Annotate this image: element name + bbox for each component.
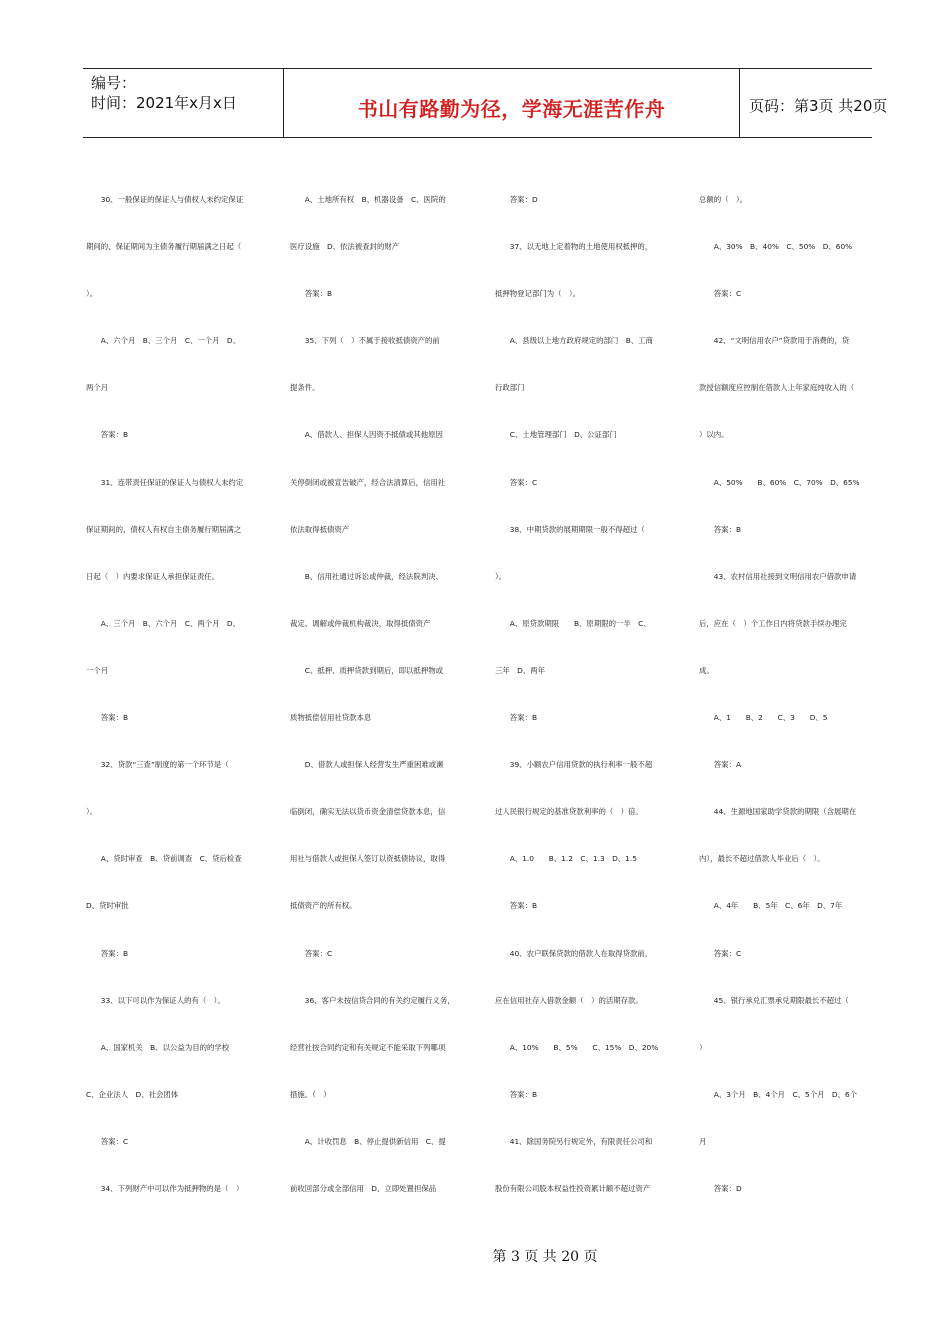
text-line: 用社与借款人或担保人签订以资抵债协议，取得 <box>290 854 446 864</box>
text-line: 答案：B <box>290 289 333 299</box>
text-line: 答案：C <box>699 289 742 299</box>
text-line: 一个月 <box>86 665 109 675</box>
text-line: 42、“文明信用农户”贷款用于消费的，贷 <box>699 336 850 346</box>
text-column-1 <box>86 188 271 1224</box>
text-line: 38、中期贷款的展期期限一般不得超过（ <box>495 524 645 534</box>
document-date: 时间：2021年x月x日 <box>91 94 237 112</box>
text-line: A、借款人、担保人因资不抵债或其他原因 <box>290 430 443 440</box>
text-line: 45、银行承兑汇票承兑期限最长不超过（ <box>699 995 849 1005</box>
text-line: 36、客户未按信贷合同的有关约定履行义务， <box>290 995 455 1005</box>
text-line: 答案：B <box>495 713 538 723</box>
text-line: A、30% B、40% C、50% D、60% <box>699 242 853 252</box>
page-header <box>83 68 888 138</box>
text-line: 三年 D、两年 <box>495 665 546 675</box>
text-line: 答案：C <box>699 948 742 958</box>
text-line: 40、农户联保贷款的借款人在取得贷款前， <box>495 948 653 958</box>
text-line: 措施。（ ） <box>290 1089 331 1099</box>
text-line: A、1 B、2 C、3 D、5 <box>699 713 828 723</box>
text-line: 43、农村信用社接到文明信用农户借款申请 <box>699 571 857 581</box>
text-line: 32、贷款“三查”制度的第一个环节是（ <box>86 760 229 770</box>
header-motto: 书山有路勤为径，学海无涯苦作舟 <box>357 97 666 121</box>
text-line: 款授信额度应控制在借款人上年家庭纯收入的（ <box>699 383 855 393</box>
text-line: ）。 <box>495 571 507 581</box>
text-line: 关停倒闭或被宣告破产，经合法清算后，信用社 <box>290 477 446 487</box>
text-line: 答案：D <box>699 1183 742 1193</box>
text-line: 保证期间的，债权人有权自主债务履行期届满之 <box>86 524 242 534</box>
text-line: 答案：C <box>495 477 538 487</box>
text-line: ）。 <box>86 807 98 817</box>
text-line: A、原贷款期限 B、原期限的一半 C、 <box>495 618 651 628</box>
text-line: 答案：C <box>290 948 333 958</box>
text-line: 44、生源地国家助学贷款的期限（含展期在 <box>699 807 857 817</box>
text-line: 过人民银行规定的基准贷款利率的（ ）倍。 <box>495 807 643 817</box>
text-line: 抵押物登记部门为（ ）。 <box>495 289 580 299</box>
header-right-cell <box>739 69 888 137</box>
text-line: D、贷时审批 <box>86 901 129 911</box>
text-line: 答案：C <box>86 1136 129 1146</box>
text-line: 33、以下可以作为保证人的有（ ）。 <box>86 995 225 1005</box>
text-line: 35、下列（ ）不属于接收抵债资产的前 <box>290 336 440 346</box>
text-line: 答案：B <box>699 524 742 534</box>
text-line: 裁定、调解或仲裁机构裁决，取得抵债资产 <box>290 618 431 628</box>
text-line: C、抵押、质押贷款到期后，即以抵押物或 <box>290 665 443 675</box>
text-line: 行政部门 <box>495 383 525 393</box>
text-column-2 <box>290 188 475 1224</box>
text-line: 41、除国务院另行规定外，有限责任公司和 <box>495 1136 653 1146</box>
text-line: C、企业法人 D、社会团体 <box>86 1089 179 1099</box>
text-line: C、土地管理部门 D、公证部门 <box>495 430 617 440</box>
text-line: 后，应在（ ）个工作日内将贷款手续办理完 <box>699 618 847 628</box>
text-line: ） <box>699 1042 707 1052</box>
text-line: 31、连带责任保证的保证人与债权人未约定 <box>86 477 244 487</box>
text-line: 答案：B <box>495 1089 538 1099</box>
text-line: ）以内。 <box>699 430 729 440</box>
text-line: A、国家机关 B、以公益为目的的学校 <box>86 1042 230 1052</box>
text-line: 日起（ ）内要求保证人承担保证责任。 <box>86 571 220 581</box>
text-line: A、4年 B、5年 C、6年 D、7年 <box>699 901 843 911</box>
text-line: A、六个月 B、三个月 C、一个月 D、 <box>86 336 241 346</box>
text-line: A、10% B、5% C、15% D、20% <box>495 1042 659 1052</box>
text-line: A、贷时审查 B、贷前调查 C、贷后检查 <box>86 854 242 864</box>
text-column-4 <box>699 188 884 1224</box>
text-line: A、土地所有权 B、机器设备 C、医院的 <box>290 195 446 204</box>
text-line: 依法取得抵债资产 <box>290 524 350 534</box>
text-line: 内），最长不超过借款人毕业后（ ）。 <box>699 854 825 864</box>
text-line: 39、小额农户信用贷款的执行利率一般不超 <box>495 760 653 770</box>
text-line: 答案：D <box>495 195 538 204</box>
header-middle-cell <box>283 69 740 137</box>
text-line: 期间的，保证期间为主债务履行期届满之日起（ <box>86 242 242 252</box>
text-line: A、3个月 B、4个月 C、5个月 D、6个 <box>699 1089 858 1099</box>
text-line: 总额的（ ）。 <box>699 195 748 204</box>
text-line: 应在信用社存入借款金额（ ）的活期存款。 <box>495 995 643 1005</box>
text-line: 经营社按合同约定和有关规定不能采取下列哪项 <box>290 1042 446 1052</box>
text-line: 成。 <box>699 665 714 675</box>
text-line: A、50% B、60% C、70% D、65% <box>699 477 860 487</box>
text-line: A、县级以上地方政府规定的部门 B、工商 <box>495 336 653 346</box>
document-number-label: 编号： <box>91 74 137 92</box>
header-page-info: 页码：第3页 共20页 <box>749 97 888 115</box>
text-line: A、1.0 B、1.2 C、1.3 D、1.5 <box>495 854 637 864</box>
text-line: 答案：B <box>495 901 538 911</box>
text-line: 答案：B <box>86 948 129 958</box>
text-line: 答案：B <box>86 713 129 723</box>
text-line: 医疗设施 D、依法被查封的财产 <box>290 242 400 252</box>
text-line: 34、下列财产中可以作为抵押物的是（ ） <box>86 1183 244 1193</box>
text-line: 临倒闭，确实无法以货币资金清偿贷款本息，信 <box>290 807 446 817</box>
text-line: 质物抵偿信用社贷款本息 <box>290 713 372 723</box>
text-line: 两个月 <box>86 383 109 393</box>
text-column-3 <box>495 188 680 1224</box>
text-line: D、借款人或担保人经营发生严重困难或濒 <box>290 760 444 770</box>
text-line: 股份有限公司股本权益性投资累计额不超过资产 <box>495 1183 651 1193</box>
text-line: 抵债资产的所有权。 <box>290 901 357 911</box>
text-line: 提条件。 <box>290 383 320 393</box>
text-line: 月 <box>699 1136 707 1146</box>
text-line: 37、以无地上定着物的土地使用权抵押的， <box>495 242 653 252</box>
text-line: A、计收罚息 B、停止提供新信用 C、提 <box>290 1136 446 1146</box>
text-line: ）。 <box>86 289 98 299</box>
page-footer: 第 3 页 共 20 页 <box>492 1249 598 1265</box>
text-line: A、三个月 B、六个月 C、两个月 D、 <box>86 618 241 628</box>
header-left-cell <box>83 69 283 137</box>
text-line: 30、一般保证的保证人与债权人未约定保证 <box>86 195 244 204</box>
text-line: 前收回部分或全部信用 D、立即处置担保品 <box>290 1183 437 1193</box>
text-line: 答案：B <box>86 430 129 440</box>
text-line: B、信用社通过诉讼或仲裁，经法院判决、 <box>290 571 443 581</box>
text-line: 答案：A <box>699 760 742 770</box>
